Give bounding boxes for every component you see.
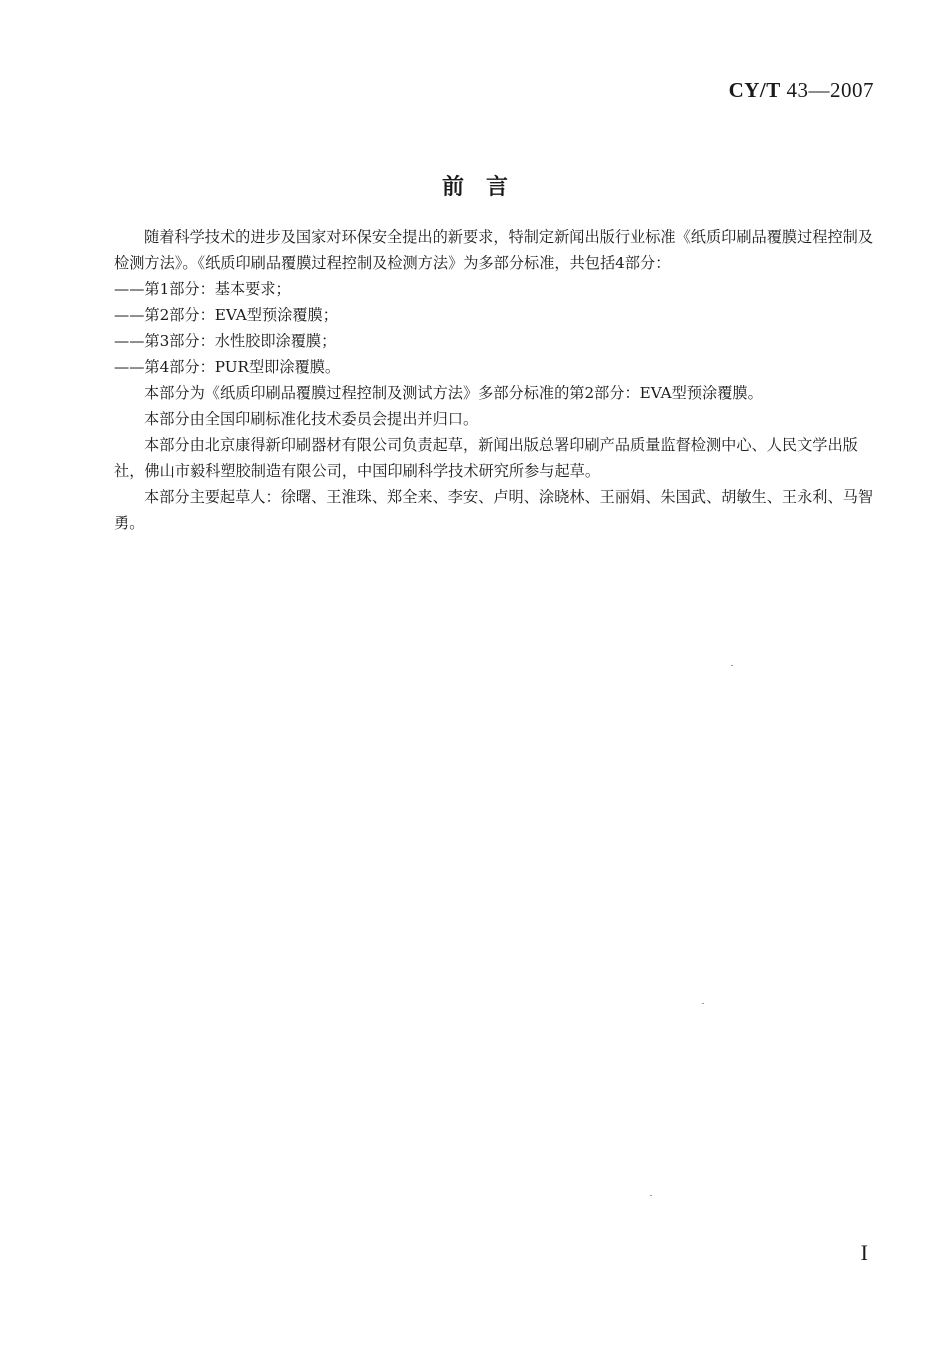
- document-body: [114, 224, 874, 536]
- standard-code-prefix: CY/T: [728, 78, 781, 102]
- intro-paragraph: 随着科学技术的进步及国家对环保安全提出的新要求，特制定新闻出版行业标准《纸质印刷品覆膜过程控制及检测方法》。《纸质印刷品覆膜过程控制及检测方法》为多部分标准，共包括4部分：: [114, 228, 873, 272]
- part-list-item-1: ——第1部分：基本要求；: [114, 280, 291, 298]
- scan-speck: [731, 665, 733, 666]
- standard-code-number: 43—2007: [786, 78, 874, 102]
- proposer-paragraph: 本部分由全国印刷标准化技术委员会提出并归口。: [144, 410, 479, 428]
- page-number: I: [860, 1240, 868, 1265]
- part-list-item-4: ——第4部分：PUR型即涂覆膜。: [114, 358, 341, 376]
- scope-paragraph: 本部分为《纸质印刷品覆膜过程控制及测试方法》多部分标准的第2部分：EVA型预涂覆膜。: [144, 384, 763, 402]
- part-list-item-2: ——第2部分：EVA型预涂覆膜；: [114, 306, 338, 324]
- drafters-names-paragraph: 本部分主要起草人：徐曙、王淮珠、郑全来、李安、卢明、涂晓林、王丽娟、朱国武、胡敏生、王永利、马智勇。: [114, 488, 873, 532]
- scan-speck: [702, 1003, 704, 1004]
- standard-code: [729, 78, 874, 103]
- part-list-item-3: ——第3部分：水性胶即涂覆膜；: [114, 332, 337, 350]
- drafters-organization-paragraph: 本部分由北京康得新印刷器材有限公司负责起草，新闻出版总署印刷产品质量监督检测中心、人民文学出版社，佛山市毅科塑胶制造有限公司，中国印刷科学技术研究所参与起草。: [114, 436, 858, 480]
- scan-speck: [650, 1195, 652, 1196]
- page-title: 前言: [441, 175, 530, 200]
